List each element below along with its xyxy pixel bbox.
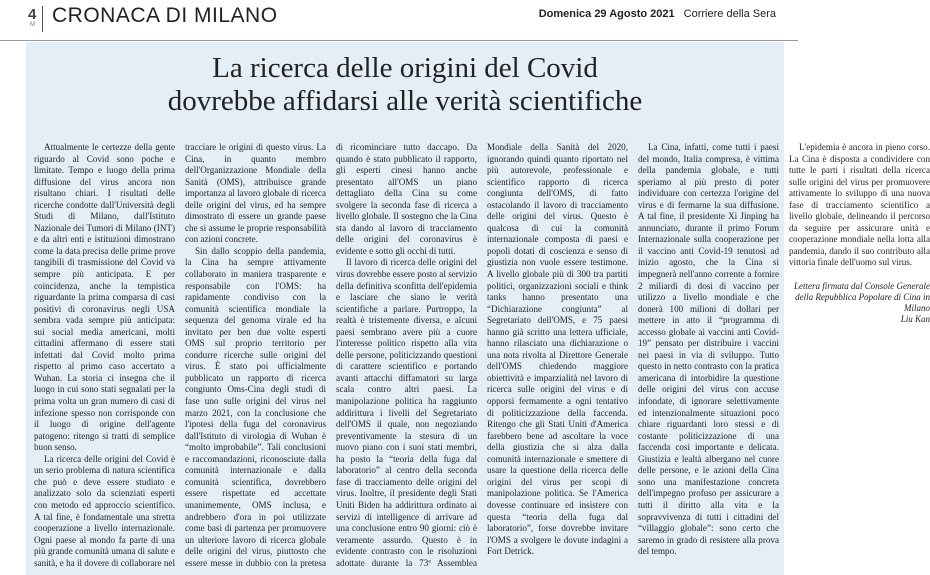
article-paragraph: L'epidemia è ancora in pieno corso. La Cina è disposta a condividere con tutte le parti i risultati della ricerca sulle origini del virus per promuovere attivamente lo sviluppo di una nuova fase di tracciamento scientifico a livello globale, delineando il percorso da seguire per assicurare unità e cooperazione mondiale nella lotta alla pandemia, dando il suo contributo alla vittoria finale dell'uomo sul virus. <box>789 142 930 268</box>
masthead-info <box>539 8 776 20</box>
signature-line-3: Liu Kan <box>900 314 930 325</box>
article-paragraph: Il lavoro di ricerca delle origini del virus dovrebbe essere posto al servizio della definitiva sconfitta dell'epidemia e lasciare che siano le verità scientifiche a parlare. Purtroppo, la realtà è tristemente diversa, e alcuni paesi sembrano avere più a cuore l'interesse politico rispetto alla vita delle persone, politicizzando questioni di carattere scientifico e portando avanti attacchi diffamatori su larga scala contro altri paesi. La manipolazione politica ha raggiunto addirittura i livelli del Segretariato dell'OMS il quale, non negoziando preventivamente la stesura di un nuovo piano con i suoi stati membri, ha posto la “teoria della fuga dal laboratorio” al centro della seconda fase di tracciamento delle origini del virus. Inoltre, il presidente degli Stati Uniti Biden ha addirittura ordinato ai servizi di intelligence di arrivare ad una conclusione entro 90 giorni: ciò è veramente assurdo. Questo è in evidente contrasto con le risoluzioni adottate durante la 73ª Assemblea Mondiale della Sanità del 2020, ignorando quindi quanto riportato nel più autorevole, professionale e scientifico rapporto di ricerca congiunta dell'OMS, di fatto ostacolando il lavoro di tracciamento delle origini del virus. Questo è qualcosa di cui la comunità internazionale composta di paesi e popoli dotati di coscienza e senso di giustizia non vuole essere testimone. A livello globale più di 300 tra partiti politici, organizzazioni sociali e think tanks hanno presentato una “Dichiarazione congiunta” al Segretariato dell'OMS, e 75 paesi hanno già scritto una lettera ufficiale, hanno rilasciato una dichiarazione o una nota rivolta al Direttore Generale dell'OMS chiedendo maggiore obiettività e imparzialità nel lavoro di ricerca sulle origini del virus e di opporsi fermamente a ogni tentativo di politicizzazione della faccenda. Ritengo che gli Stati Uniti d'America farebbero bene ad ascoltare la voce della giustizia che si alza dalla comunità internazionale e smettere di usare la questione della ricerca delle origini del virus per scopi di manipolazione politica. Se l'America dovesse continuare ed insistere con questa “teoria della fuga dal laboratorio”, forse dovrebbe invitare l'OMS a svolgere le dovute indagini a Fort Detrick. <box>336 142 628 568</box>
signature-line-1: Lettera firmata dal Console Generale <box>794 281 930 292</box>
page-number: 4 <box>28 6 37 23</box>
article-headline <box>26 52 784 118</box>
article-signature <box>789 281 930 325</box>
article-panel <box>26 42 930 575</box>
article-body <box>34 142 930 572</box>
article-paragraph: La Cina, infatti, come tutti i paesi del mondo, Italia compresa, è vittima della pandemia globale, e tutti speriamo al più presto di poter individuare con certezza l'origine del virus e di fermarne la sua diffusione. A tal fine, il presidente Xi Jinping ha annunciato, durante il primo Forum Internazionale sulla cooperazione per il vaccino anti Covid-19 tenutosi ad inizio agosto, che la Cina si impegnerà nell'anno corrente a fornire 2 miliardi di dosi di vaccino per utilizzo a livello mondiale e che donerà 100 milioni di dollari per mettere in atto il “programma di accesso globale ai vaccini anti Covid-19” pensato per distribuire i vaccini nei paesi in via di sviluppo. Tutto questo in netto contrasto con la pratica americana di intorbidire la questione delle origini del virus con accuse infondate, di ignorare selettivamente ed intenzionalmente situazioni poco chiare riguardanti loro stessi e di costante politicizzazione di una faccenda così importante e delicata. Giustizia e lealtà albergano nel cuore delle persone, e le azioni della Cina sono una manifestazione concreta dell'impegno profuso per assicurare a tutti il diritto alla vita e la sopravvivenza di tutti i cittadini del “villaggio globale”: sono certo che saremo in grado di resistere alla prova del tempo. <box>638 142 779 557</box>
masthead <box>0 0 798 41</box>
newspaper-name: Corriere della Sera <box>683 8 776 20</box>
article-paragraph: Sin dallo scoppio della pandemia, la Cina ha sempre attivamente collaborato in maniera trasparente e responsabile con l'OMS: ha rapidamente condiviso con la comunità scientifica mondiale la sequenza del genoma virale ed ha invitato per ben due volte esperti OMS sul proprio territorio per condurre ricerche sulle origini del virus. È stato poi ufficialmente pubblicato un rapporto di ricerca congiunto Oms-Cina degli studi di fase uno sulle origini del virus nel marzo 2021, con la conclusione che l'ipotesi della fuga del coronavirus dall'Istituto di virologia di Wuhan è “molto improbabile”. Tali conclusioni e raccomandazioni, riconosciute dalla comunità internazionale e dalla comunità scientifica, dovrebbero essere rispettate ed accettate unanimemente, OMS inclusa, e andrebbero d'ora in poi utilizzate come basi di partenza per promuovere un ulteriore lavoro di ricerca globale delle origini del virus, piuttosto che essere messe in dubbio con la pretesa di ricominciare tutto daccapo. Da quando è stato pubblicato il rapporto, gli esperti cinesi hanno anche presentato all'OMS un piano dettagliato della Cina su come svolgere la seconda fase di ricerca a livello globale. Il sostegno che la Cina sta dando al lavoro di tracciamento delle origini del coronavirus è evidente e sotto gli occhi di tutti. <box>185 142 477 568</box>
article-paragraph: La ricerca delle origini del Covid è un serio problema di natura scientifica che può e deve essere studiato e analizzato solo da scienziati esperti con metodo ed approccio scientifico. A tal fine, è fondamentale una stretta cooperazione a livello internazionale. Ogni paese al mondo fa parte di una più grande comunità umana di salute e sanità, e ha il dovere di collaborare nel tracciare le origini di questo virus. La Cina, in quanto membro dell'Organizzazione Mondiale della Sanità (OMS), attribuisce grande importanza al lavoro globale di ricerca delle origini del virus, ed ha sempre dimostrato di essere un grande paese che si assume le proprie responsabilità con azioni concrete. <box>34 142 326 568</box>
headline-line-2: dovrebbe affidarsi alle verità scientifiche <box>167 85 643 117</box>
page-number-edition: M <box>30 22 35 28</box>
section-title: CRONACA DI MILANO <box>52 4 278 27</box>
signature-line-2: della Repubblica Popolare di Cina in Milano <box>795 292 930 314</box>
headline-line-1: La ricerca delle origini del Covid <box>212 52 598 84</box>
article-paragraph: Attualmente le certezze della gente riguardo al Covid sono poche e limitate. Tempo e luogo della prima diffusione del virus ancora non risultano chiari. I risultati delle ricerche condotte dall'Università degli Studi di Milano, dall'Istituto Nazionale dei Tumori di Milano (INT) e da altri enti e istituzioni dimostrano come la data precisa delle prime prove tangibili di trasmissione del Covid va sempre più anticipata. E per coincidenza, anche la tempistica riguardante la prima comparsa di casi positivi di coronavirus negli USA sembra vada sempre più anticipata: sui social media americani, molti cittadini affermano di essere stati infettati dal Covid molto prima rispetto al primo caso accertato a Wuhan. La storia ci insegna che il luogo in cui sono stati segnalati per la prima volta un gran numero di casi di infezione spesso non corrisponde con il luogo di origine dell'agente patogeno: ritengo si tratti di semplice buon senso. <box>34 142 175 453</box>
publication-date: Domenica 29 Agosto 2021 <box>538 8 675 20</box>
masthead-divider <box>42 6 43 32</box>
